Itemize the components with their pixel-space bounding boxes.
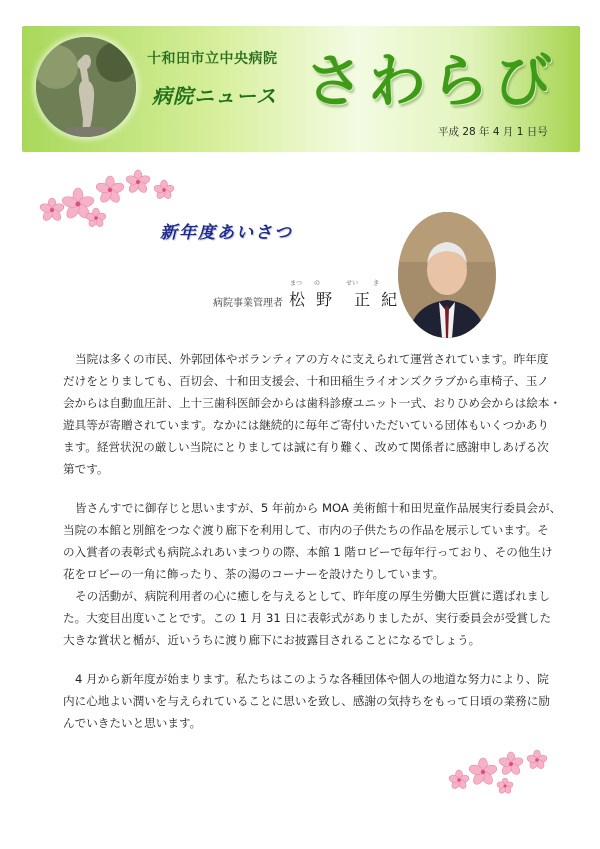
text-line: 当院は多くの市民、外郭団体やボランティアの方々に支えられて運営されています。昨年度 bbox=[75, 352, 549, 366]
text-line: 花をロビーの一角に飾ったり、茶の湯のコーナーを設けたりしています。 bbox=[63, 567, 445, 581]
text-line: 会からは自動血圧計、上十三歯科医師会からは歯科診療ユニット一式、おりひめ会からは絵本・ bbox=[63, 396, 562, 410]
cherry-blossom-icon bbox=[445, 744, 555, 796]
text-line: んでいきたいと思います。 bbox=[63, 716, 202, 730]
text-line: 大きな賞状と楯が、近いうちに渡り廊下にお披露目されることになるでしょう。 bbox=[63, 633, 481, 647]
text-line: ます。経営状況の厳しい当院にとりましては誠に有り難く、改めて関係者に感謝申しあげる次 bbox=[63, 440, 549, 454]
text-line: その活動が、病院利用者の心に癒しを与えるとして、昨年度の厚生労働大臣賞に選ばれまし bbox=[75, 589, 551, 603]
text-line: 内に心地よい潤いを与えられていることに思いを致し、感謝の気持ちをもって日頃の業務に励 bbox=[63, 694, 550, 708]
author-role: 病院事業管理者 bbox=[213, 298, 283, 309]
text-line: 当院の本館と別館をつなぐ渡り廊下を利用して、市内の子供たちの作品を展示しています。そ bbox=[63, 523, 549, 537]
ruby-text: まつ bbox=[290, 280, 303, 287]
ruby-text: き bbox=[373, 280, 380, 287]
portrait-photo bbox=[398, 212, 496, 338]
text-line: 第です。 bbox=[63, 462, 109, 476]
text-line: 遊具等が寄贈されています。なかには継続的に毎年ご寄付いただいている団体もいくつかあり bbox=[63, 418, 550, 432]
body-paragraph bbox=[63, 348, 562, 480]
cherry-blossom-icon bbox=[38, 168, 178, 230]
news-label: 病院ニュース bbox=[152, 84, 277, 108]
author-name: 松 野 正 紀 bbox=[289, 290, 401, 309]
statue-photo bbox=[36, 37, 136, 137]
text-line: た。大変目出度いことです。この 1 月 31 日に表彰式がありましたが、実行委員会が受賞した bbox=[63, 611, 552, 625]
hospital-name: 十和田市立中央病院 bbox=[147, 51, 278, 67]
ruby-text: せい bbox=[346, 280, 359, 287]
issue-date: 平成 28 年 4 月 1 日号 bbox=[438, 126, 548, 138]
text-line: 4 月から新年度が始まります。私たちはこのような各種団体や個人の地道な努力により、院 bbox=[75, 672, 549, 686]
newsletter-title: さわらび bbox=[305, 47, 558, 115]
text-line: 皆さんすでに御存じと思いますが、5 年前から MOA 美術館十和田児童作品展実行委員会が、 bbox=[75, 501, 562, 515]
text-line: だけをとりましても、百切会、十和田支援会、十和田稲生ライオンズクラブから車椅子、玉ノ bbox=[63, 374, 549, 388]
body-paragraph bbox=[63, 497, 562, 651]
body-paragraph bbox=[63, 668, 559, 734]
text-line: の入賞者の表彰式も病院ふれあいまつりの際、本館 1 階ロビーで毎年行っており、その他生け bbox=[63, 545, 553, 559]
section-title: 新年度あいさつ bbox=[160, 223, 293, 243]
ruby-text: の bbox=[314, 280, 321, 287]
